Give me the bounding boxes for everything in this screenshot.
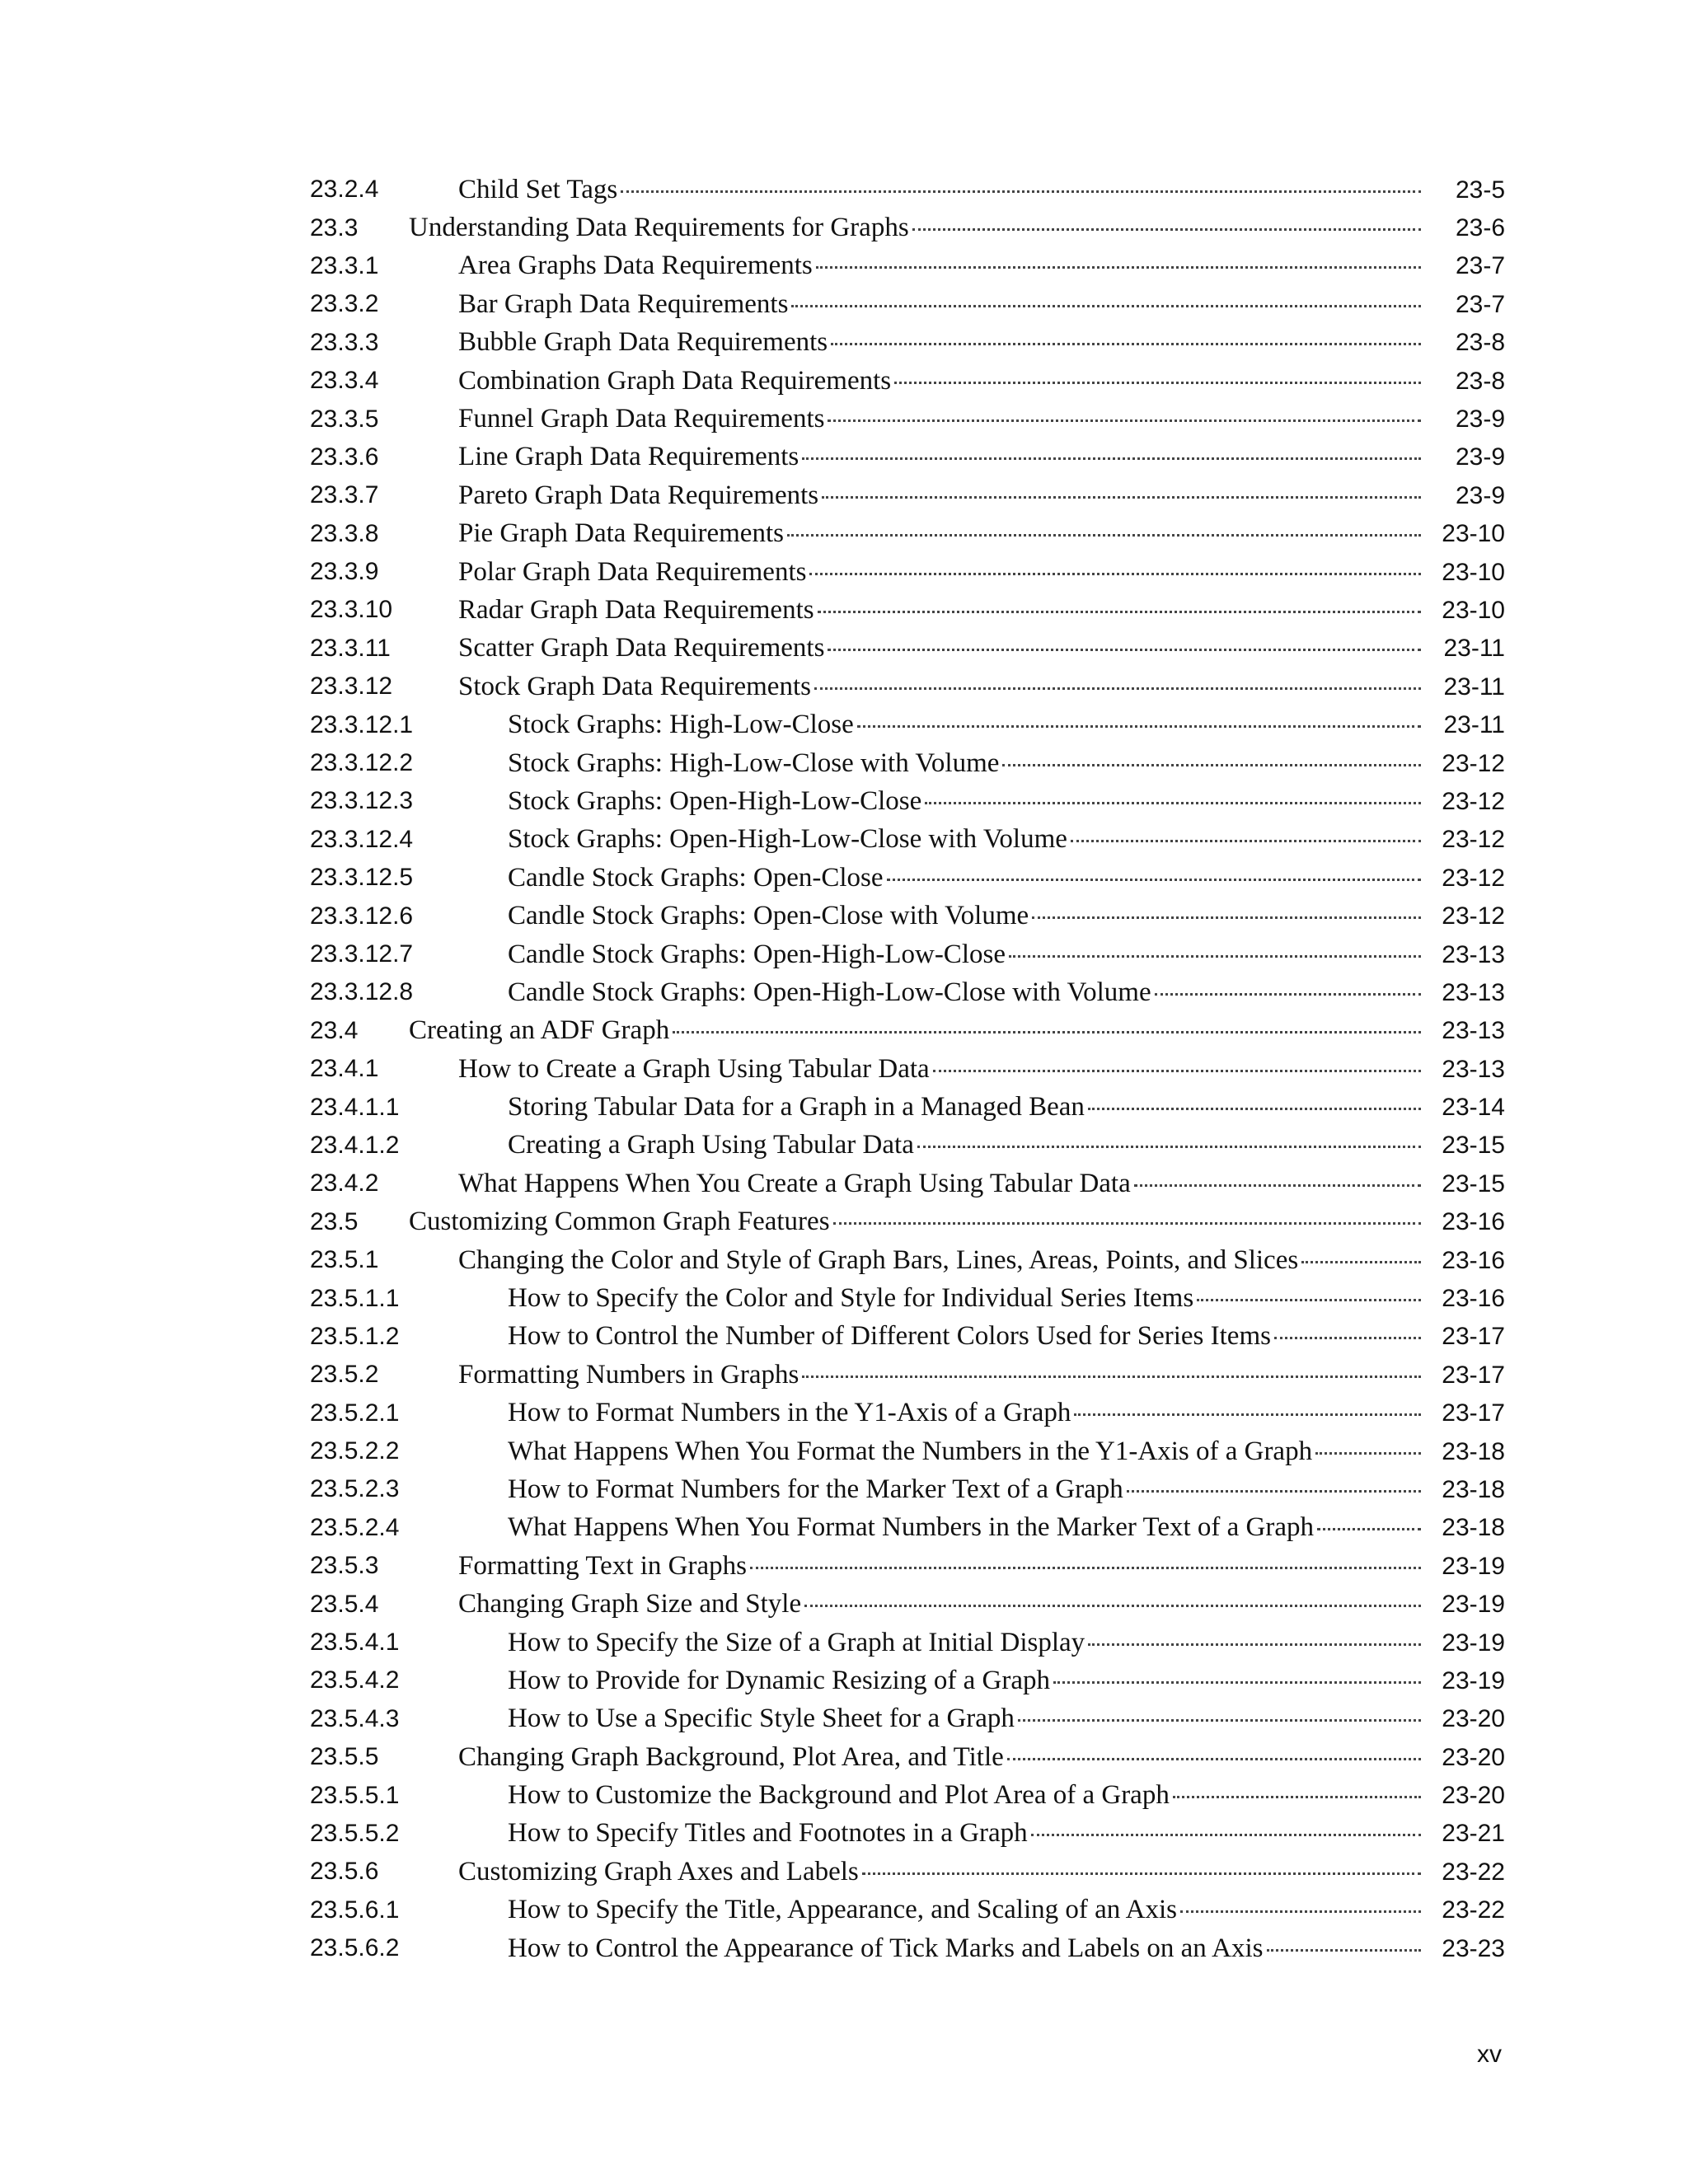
toc-page-number[interactable]: 23-22: [1442, 1896, 1505, 1924]
toc-section-number: 23.3.12.6: [310, 902, 414, 930]
toc-page-number[interactable]: 23-9: [1455, 443, 1505, 471]
toc-page-number[interactable]: 23-10: [1442, 520, 1505, 548]
toc-section-number: 23.5.2: [310, 1361, 379, 1389]
toc-entry-line: [508, 1092, 1505, 1122]
toc-section-title[interactable]: How to Specify the Title, Appearance, and Scaling of an Axis: [508, 1895, 1178, 1925]
toc-section-number: 23.3.10: [310, 596, 393, 624]
toc-entry[interactable]: [310, 1509, 1505, 1547]
toc-page-number[interactable]: 23-8: [1455, 329, 1505, 357]
toc-section-number: 23.3.12.7: [310, 940, 414, 968]
toc-page-number[interactable]: 23-15: [1442, 1169, 1505, 1197]
toc-dot-leader: [933, 1070, 1421, 1072]
toc-section-number: 23.4: [310, 1016, 359, 1044]
toc-section-title[interactable]: How to Use a Specific Style Sheet for a Graph: [508, 1704, 1015, 1734]
toc-dot-leader: [1071, 840, 1421, 842]
toc-entry[interactable]: [310, 1318, 1505, 1356]
toc-section-number: 23.5.2.4: [310, 1513, 400, 1541]
toc-section-number: 23.3.9: [310, 558, 379, 586]
toc-entry[interactable]: [310, 1585, 1505, 1623]
toc-section-number: 23.5.6.2: [310, 1934, 400, 1962]
toc-entry[interactable]: [310, 744, 1505, 782]
toc-page-number[interactable]: 23-16: [1442, 1285, 1505, 1313]
toc-section-number: 23.5.2.2: [310, 1437, 400, 1465]
toc-entry[interactable]: [310, 821, 1505, 859]
toc-dot-leader: [621, 190, 1421, 193]
toc-entry-line: [458, 1742, 1505, 1773]
toc-dot-leader: [802, 1376, 1421, 1378]
toc-page-number[interactable]: 23-19: [1442, 1629, 1505, 1657]
toc-section-title[interactable]: Stock Graphs: Open-High-Low-Close: [508, 785, 922, 816]
toc-page-number[interactable]: 23-18: [1442, 1514, 1505, 1542]
toc-entry[interactable]: [310, 1815, 1505, 1853]
toc-dot-leader: [787, 534, 1421, 537]
toc-section-number: 23.5.5: [310, 1743, 379, 1771]
toc-dot-leader: [1315, 1452, 1421, 1455]
toc-entry-line: [409, 1207, 1505, 1237]
toc-entry-line: [508, 1436, 1505, 1467]
toc-dot-leader: [816, 266, 1421, 269]
toc-entry[interactable]: [310, 897, 1505, 935]
toc-entry-line: [508, 940, 1505, 970]
toc-section-title[interactable]: How to Create a Graph Using Tabular Data: [458, 1053, 930, 1084]
toc-dot-leader: [1002, 764, 1421, 766]
toc-dot-leader: [673, 1031, 1421, 1033]
toc-page-number[interactable]: 23-16: [1442, 1208, 1505, 1236]
toc-entry[interactable]: [310, 400, 1505, 438]
toc-page-number[interactable]: 23-10: [1442, 596, 1505, 624]
toc-entry[interactable]: [310, 1891, 1505, 1929]
toc-entry[interactable]: [310, 1394, 1505, 1432]
toc-section-number: 23.2.4: [310, 176, 379, 204]
toc-entry[interactable]: [310, 1012, 1505, 1050]
toc-entry[interactable]: [310, 438, 1505, 476]
toc-section-title[interactable]: Scatter Graph Data Requirements: [458, 633, 825, 663]
toc-entry[interactable]: [310, 1203, 1505, 1241]
toc-page-number[interactable]: 23-20: [1442, 1705, 1505, 1733]
toc-section-number: 23.3.12.5: [310, 864, 414, 892]
toc-section-number: 23.3.2: [310, 290, 379, 318]
toc-section-title[interactable]: Bar Graph Data Requirements: [458, 288, 789, 319]
toc-page-number[interactable]: 23-18: [1442, 1475, 1505, 1503]
toc-entry-line: [508, 1704, 1505, 1734]
toc-dot-leader: [1173, 1796, 1421, 1798]
toc-entry[interactable]: [310, 1853, 1505, 1891]
toc-page-number[interactable]: 23-11: [1443, 673, 1505, 701]
toc-section-title[interactable]: What Happens When You Format the Numbers in the Y1-Axis of a Graph: [508, 1436, 1313, 1466]
toc-section-number: 23.4.2: [310, 1169, 379, 1197]
toc-entry[interactable]: [310, 1661, 1505, 1699]
toc-entry-line: [508, 1474, 1505, 1505]
toc-entry-line: [508, 1933, 1505, 1964]
toc-entry[interactable]: [310, 1165, 1505, 1202]
toc-section-title[interactable]: Understanding Data Requirements for Graphs: [409, 213, 909, 243]
toc-page-number[interactable]: 23-7: [1455, 252, 1505, 280]
toc-section-number: 23.5.1.1: [310, 1284, 400, 1312]
toc-section-number: 23.3.8: [310, 519, 379, 547]
toc-section-number: 23.5.3: [310, 1552, 379, 1580]
toc-section-title[interactable]: Pareto Graph Data Requirements: [458, 480, 819, 510]
toc-dot-leader: [1007, 1758, 1421, 1760]
toc-entry[interactable]: [310, 1547, 1505, 1585]
toc-page-number[interactable]: 23-21: [1442, 1820, 1505, 1848]
page-number: xv: [1477, 2041, 1502, 2068]
toc-entry[interactable]: [310, 1088, 1505, 1126]
toc-section-number: 23.5.6: [310, 1858, 379, 1886]
toc-entry[interactable]: [310, 1929, 1505, 1967]
toc-page-number[interactable]: 23-11: [1443, 711, 1505, 739]
toc-section-number: 23.5.2.1: [310, 1399, 400, 1427]
toc-section-title[interactable]: Changing Graph Size and Style: [458, 1589, 802, 1619]
toc-entry[interactable]: [310, 247, 1505, 285]
toc-page-number[interactable]: 23-19: [1442, 1666, 1505, 1694]
toc-section-title[interactable]: How to Format Numbers in the Y1-Axis of a Graph: [508, 1398, 1071, 1428]
toc-page-number[interactable]: 23-13: [1442, 978, 1505, 1006]
toc-entry-line: [508, 786, 1505, 817]
toc-section-title[interactable]: How to Control the Appearance of Tick Marks and Labels on an Axis: [508, 1933, 1264, 1963]
toc-page-number[interactable]: 23-13: [1442, 940, 1505, 968]
toc-entry[interactable]: [310, 1127, 1505, 1165]
toc-dot-leader: [917, 1146, 1421, 1148]
toc-page-number[interactable]: 23-6: [1455, 214, 1505, 242]
toc-page-number[interactable]: 23-12: [1442, 826, 1505, 854]
toc-page-number[interactable]: 23-12: [1442, 749, 1505, 777]
toc-section-number: 23.4.1: [310, 1055, 379, 1083]
toc-section-title[interactable]: Stock Graphs: Open-High-Low-Close with Volume: [508, 824, 1067, 855]
toc-section-number: 23.5.6.1: [310, 1896, 400, 1924]
toc-entry-line: [458, 1245, 1505, 1276]
toc-dot-leader: [828, 649, 1421, 651]
toc-entry-line: [458, 1169, 1505, 1199]
toc-page-number[interactable]: 23-15: [1442, 1132, 1505, 1160]
toc-section-title[interactable]: Combination Graph Data Requirements: [458, 365, 892, 396]
toc-entry-line: [508, 901, 1505, 931]
toc-dot-leader: [887, 879, 1421, 881]
toc-entry-line: [508, 1398, 1505, 1428]
toc-entry[interactable]: [310, 553, 1505, 591]
toc-entry-line: [458, 251, 1505, 281]
toc-entry-line: [508, 1895, 1505, 1925]
toc-dot-leader: [802, 457, 1421, 460]
toc-entry[interactable]: [310, 1700, 1505, 1738]
toc-entry[interactable]: [310, 515, 1505, 553]
toc-entry[interactable]: [310, 1776, 1505, 1814]
toc-page-number[interactable]: 23-14: [1442, 1094, 1505, 1122]
toc-entry-line: [508, 1130, 1505, 1160]
toc-entry-line: [508, 1512, 1505, 1543]
toc-entry[interactable]: [310, 668, 1505, 705]
toc-section-number: 23.3.12.2: [310, 749, 414, 777]
toc-dot-leader: [1155, 993, 1421, 996]
toc-section-title[interactable]: What Happens When You Create a Graph Using Tabular Data: [458, 1168, 1131, 1198]
table-of-contents: [310, 171, 1505, 1967]
toc-entry-line: [458, 327, 1505, 358]
toc-section-title[interactable]: Candle Stock Graphs: Open-Close with Volume: [508, 901, 1029, 931]
toc-section-title[interactable]: Creating a Graph Using Tabular Data: [508, 1130, 914, 1160]
toc-entry[interactable]: [310, 1432, 1505, 1470]
toc-entry-line: [508, 1628, 1505, 1658]
toc-entry[interactable]: [310, 476, 1505, 514]
toc-section-title[interactable]: Radar Graph Data Requirements: [458, 594, 814, 625]
toc-entry[interactable]: [310, 1624, 1505, 1661]
toc-section-title[interactable]: Child Set Tags: [458, 174, 618, 204]
toc-section-number: 23.3.4: [310, 367, 379, 395]
toc-page-number[interactable]: 23-11: [1443, 635, 1505, 663]
toc-entry[interactable]: [310, 1241, 1505, 1279]
toc-entry[interactable]: [310, 591, 1505, 629]
toc-section-title[interactable]: Stock Graphs: High-Low-Close with Volume: [508, 748, 1000, 778]
toc-dot-leader: [791, 305, 1421, 307]
toc-dot-leader: [925, 802, 1421, 804]
toc-page-number[interactable]: 23-16: [1442, 1246, 1505, 1274]
toc-page-number[interactable]: 23-10: [1442, 558, 1505, 586]
toc-entry[interactable]: [310, 1050, 1505, 1088]
toc-page-number[interactable]: 23-7: [1455, 290, 1505, 318]
toc-entry[interactable]: [310, 859, 1505, 897]
toc-page-number[interactable]: 23-17: [1442, 1399, 1505, 1427]
toc-entry-line: [508, 1283, 1505, 1314]
toc-section-number: 23.5.4: [310, 1590, 379, 1618]
toc-entry-line: [508, 1321, 1505, 1352]
toc-section-title[interactable]: Formatting Numbers in Graphs: [458, 1359, 799, 1390]
toc-page-number[interactable]: 23-12: [1442, 864, 1505, 892]
toc-section-number: 23.5: [310, 1207, 359, 1235]
toc-section-title[interactable]: Candle Stock Graphs: Open-High-Low-Close: [508, 939, 1006, 969]
toc-page-number[interactable]: 23-23: [1442, 1934, 1505, 1962]
toc-entry-line: [508, 863, 1505, 893]
toc-entry[interactable]: [310, 782, 1505, 820]
toc-dot-leader: [1053, 1681, 1421, 1684]
toc-section-title[interactable]: Storing Tabular Data for a Graph in a Managed Bean: [508, 1092, 1085, 1122]
toc-section-title[interactable]: Candle Stock Graphs: Open-High-Low-Close with Volume: [508, 977, 1151, 1007]
toc-entry[interactable]: [310, 935, 1505, 973]
toc-dot-leader: [828, 419, 1421, 422]
toc-dot-leader: [814, 687, 1421, 690]
toc-section-number: 23.5.4.3: [310, 1704, 400, 1732]
toc-entry-line: [458, 1360, 1505, 1390]
toc-dot-leader: [912, 228, 1421, 231]
toc-section-number: 23.3.6: [310, 443, 379, 471]
toc-dot-leader: [809, 573, 1421, 575]
toc-section-number: 23.5.1.2: [310, 1322, 400, 1350]
toc-entry[interactable]: [310, 324, 1505, 362]
toc-dot-leader: [1088, 1643, 1421, 1646]
toc-section-number: 23.4.1.1: [310, 1093, 400, 1121]
toc-dot-leader: [831, 343, 1421, 345]
toc-entry-line: [458, 633, 1505, 663]
toc-section-number: 23.3.12.3: [310, 787, 414, 815]
toc-section-number: 23.5.5.2: [310, 1819, 400, 1847]
toc-section-title[interactable]: Changing the Color and Style of Graph Bars, Lines, Areas, Points, and Slices: [458, 1244, 1299, 1275]
toc-page-number[interactable]: 23-19: [1442, 1552, 1505, 1580]
toc-entry-line: [458, 289, 1505, 320]
toc-entry-line: [458, 1551, 1505, 1582]
toc-section-title[interactable]: How to Customize the Background and Plot Area of a Graph: [508, 1780, 1170, 1811]
toc-section-number: 23.3.3: [310, 328, 379, 356]
toc-section-title[interactable]: How to Provide for Dynamic Resizing of a Graph: [508, 1665, 1051, 1695]
toc-entry-line: [458, 1589, 1505, 1619]
toc-entry-line: [508, 748, 1505, 779]
toc-section-number: 23.5.1: [310, 1246, 379, 1274]
toc-section-title[interactable]: How to Control the Number of Different Colors Used for Series Items: [508, 1321, 1271, 1352]
toc-section-title[interactable]: Pie Graph Data Requirements: [458, 518, 784, 549]
toc-entry-line: [508, 1666, 1505, 1696]
toc-page-number[interactable]: 23-5: [1455, 176, 1505, 204]
toc-section-title[interactable]: Customizing Graph Axes and Labels: [458, 1856, 859, 1886]
toc-section-number: 23.4.1.2: [310, 1131, 400, 1159]
toc-entry-line: [508, 977, 1505, 1008]
toc-page-number[interactable]: 23-12: [1442, 902, 1505, 930]
toc-dot-leader: [1180, 1910, 1421, 1913]
toc-dot-leader: [1267, 1949, 1421, 1952]
toc-dot-leader: [1032, 916, 1421, 919]
toc-page-number[interactable]: 23-20: [1442, 1782, 1505, 1810]
toc-dot-leader: [862, 1872, 1421, 1875]
toc-entry-line: [458, 557, 1505, 588]
toc-section-title[interactable]: What Happens When You Format Numbers in the Marker Text of a Graph: [508, 1512, 1315, 1543]
toc-entry-line: [458, 672, 1505, 702]
toc-page-number[interactable]: 23-9: [1455, 481, 1505, 509]
toc-section-title[interactable]: Stock Graphs: High-Low-Close: [508, 710, 854, 740]
toc-entry-line: [508, 710, 1505, 740]
toc-dot-leader: [1074, 1413, 1421, 1416]
toc-dot-leader: [1301, 1261, 1421, 1263]
toc-entry[interactable]: [310, 285, 1505, 323]
toc-entry[interactable]: [310, 362, 1505, 400]
toc-dot-leader: [1031, 1834, 1421, 1836]
toc-entry-line: [458, 404, 1505, 434]
toc-entry-line: [458, 1857, 1505, 1887]
toc-section-title[interactable]: Formatting Text in Graphs: [458, 1550, 747, 1581]
toc-dot-leader: [1088, 1108, 1421, 1110]
toc-section-title[interactable]: How to Format Numbers for the Marker Text of a Graph: [508, 1474, 1123, 1504]
toc-page-number[interactable]: 23-13: [1442, 1017, 1505, 1045]
toc-entry[interactable]: [310, 630, 1505, 668]
toc-entry[interactable]: [310, 1470, 1505, 1508]
toc-entry[interactable]: [310, 171, 1505, 209]
toc-section-number: 23.3.12.4: [310, 825, 414, 853]
toc-entry-line: [458, 442, 1505, 472]
toc-page-number[interactable]: 23-9: [1455, 405, 1505, 434]
toc-section-title[interactable]: Line Graph Data Requirements: [458, 442, 799, 472]
toc-section-title[interactable]: Polar Graph Data Requirements: [458, 556, 807, 587]
toc-dot-leader: [1317, 1528, 1421, 1530]
toc-entry-line: [458, 595, 1505, 626]
toc-page-number[interactable]: 23-13: [1442, 1055, 1505, 1083]
toc-section-title[interactable]: Stock Graph Data Requirements: [458, 671, 811, 701]
toc-dot-leader: [750, 1567, 1421, 1569]
toc-page-number[interactable]: 23-22: [1442, 1858, 1505, 1886]
toc-entry-line: [508, 824, 1505, 855]
toc-entry[interactable]: [310, 1279, 1505, 1317]
toc-section-number: 23.3: [310, 213, 359, 241]
toc-page-number[interactable]: 23-17: [1442, 1323, 1505, 1351]
toc-section-title[interactable]: Area Graphs Data Requirements: [458, 251, 813, 281]
toc-section-number: 23.5.4.1: [310, 1629, 400, 1657]
toc-dot-leader: [894, 382, 1421, 384]
toc-section-number: 23.3.1: [310, 251, 379, 279]
toc-section-title[interactable]: Changing Graph Background, Plot Area, and Title: [458, 1741, 1004, 1772]
toc-page-number[interactable]: 23-18: [1442, 1437, 1505, 1465]
toc-dot-leader: [833, 1222, 1421, 1225]
toc-page-number[interactable]: 23-17: [1442, 1361, 1505, 1389]
toc-section-number: 23.3.11: [310, 634, 391, 662]
toc-dot-leader: [1127, 1490, 1421, 1493]
toc-entry-line: [409, 213, 1505, 243]
toc-dot-leader: [857, 725, 1421, 728]
toc-section-number: 23.3.12: [310, 673, 393, 701]
toc-page-number[interactable]: 23-19: [1442, 1591, 1505, 1619]
toc-entry[interactable]: [310, 973, 1505, 1011]
toc-section-number: 23.5.5.1: [310, 1781, 400, 1809]
toc-entry-line: [409, 1015, 1505, 1046]
toc-section-title[interactable]: Bubble Graph Data Requirements: [458, 327, 828, 358]
toc-section-number: 23.3.12.8: [310, 978, 414, 1006]
toc-page-number[interactable]: 23-8: [1455, 367, 1505, 395]
toc-entry-line: [458, 480, 1505, 511]
toc-section-number: 23.5.2.3: [310, 1475, 400, 1503]
toc-entry[interactable]: [310, 1738, 1505, 1776]
toc-entry-line: [508, 1780, 1505, 1811]
toc-page-number[interactable]: 23-12: [1442, 787, 1505, 815]
toc-section-number: 23.5.4.2: [310, 1666, 400, 1694]
toc-section-number: 23.3.7: [310, 481, 379, 509]
toc-entry[interactable]: [310, 209, 1505, 246]
toc-dot-leader: [822, 496, 1421, 499]
toc-dot-leader: [1134, 1184, 1421, 1187]
toc-entry-line: [458, 175, 1505, 205]
toc-section-title[interactable]: Creating an ADF Graph: [409, 1015, 670, 1046]
toc-dot-leader: [1274, 1337, 1421, 1339]
toc-entry-line: [508, 1818, 1505, 1849]
toc-section-title[interactable]: How to Specify Titles and Footnotes in a Graph: [508, 1818, 1028, 1849]
toc-dot-leader: [804, 1605, 1421, 1607]
toc-dot-leader: [1197, 1299, 1421, 1301]
toc-section-title[interactable]: Funnel Graph Data Requirements: [458, 404, 825, 434]
toc-entry-line: [458, 518, 1505, 549]
toc-section-title[interactable]: Customizing Common Graph Features: [409, 1207, 830, 1237]
toc-page-number[interactable]: 23-20: [1442, 1743, 1505, 1771]
toc-section-title[interactable]: How to Specify the Size of a Graph at Initial Display: [508, 1627, 1085, 1657]
toc-dot-leader: [1018, 1719, 1421, 1722]
toc-dot-leader: [818, 611, 1421, 613]
toc-entry[interactable]: [310, 705, 1505, 743]
toc-dot-leader: [1009, 955, 1421, 958]
toc-section-number: 23.3.5: [310, 405, 379, 433]
toc-section-title[interactable]: Candle Stock Graphs: Open-Close: [508, 862, 884, 893]
toc-entry[interactable]: [310, 1356, 1505, 1394]
toc-entry-line: [458, 1054, 1505, 1085]
toc-entry-line: [458, 366, 1505, 396]
toc-section-title[interactable]: How to Specify the Color and Style for Individual Series Items: [508, 1283, 1194, 1314]
toc-section-number: 23.3.12.1: [310, 710, 414, 738]
